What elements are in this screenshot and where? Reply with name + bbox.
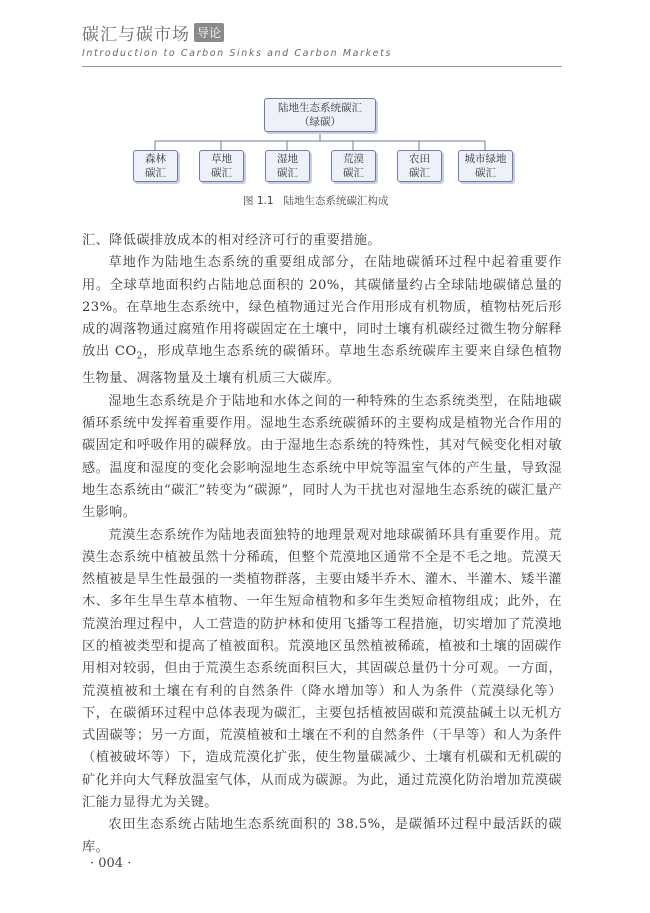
node-label-line2: 碳汇 — [409, 167, 430, 179]
node-label-line1: 湿地 — [277, 153, 298, 165]
node-label-line1: 城市绿地 — [464, 153, 507, 165]
node-label-line2: 碳汇 — [343, 167, 364, 179]
co2-subscript: 2 — [136, 352, 143, 363]
paragraph-grassland-part2: ，形成草地生态系统的碳循环。草地生态系统碳库主要来自绿色植物生物量、凋落物量及土壤有机质三大碳库。 — [82, 344, 563, 387]
node-grassland-carbon-sink — [199, 150, 244, 182]
node-label-line2: 碳汇 — [277, 167, 298, 179]
paragraph-grassland-part1: 草地作为陆地生态系统的重要组成部分，在陆地碳循环过程中起着重要作用。全球草地面积约占陆地总面积的 20%，其碳储量约占全球陆地碳储总量的 23%。在草地生态系统中，绿色植物通过光合作用形成有机物质，植物枯死后形成的凋落物通过腐殖作用将碳固定在土壤中，同时土壤有机碳经过微生物分解释放出 CO — [82, 255, 562, 360]
node-forest-carbon-sink — [133, 150, 178, 182]
paragraph-desert: 荒漠生态系统作为陆地表面独特的地理景观对地球碳循环具有重要作用。荒漠生态系统中植被虽然十分稀疏，但整个荒漠地区通常不全是不毛之地。荒漠天然植被是旱生性最强的一类植物群落，主要由矮半乔木、灌木、半灌木、矮半灌木、多年生旱生草本植物、一年生短命植物和多年生类短命植物组成；此外，在荒漠治理过程中，人工营造的防护林和使用飞播等工程措施，切实增加了荒漠地区的植被类型和提高了植被面积。荒漠地区虽然植被稀疏，植被和土壤的固碳作用相对较弱，但由于荒漠生态系统面积巨大，其固碳总量仍十分可观。一方面，荒漠植被和土壤在有利的自然条件（降水增加等）和人为条件（荒漠绿化等）下，在碳循环过程中总体表现为碳汇，主要包括植被固碳和荒漠盐碱土以无机方式固碳等；另一方面，荒漠植被和土壤在不利的自然条件（干旱等）和人为条件（植被破坏等）下，造成荒漠化扩张，使生物量碳减少、土壤有机碳和无机碳的矿化并向大气释放温室气体，从而成为碳源。为此，通过荒漠化防治增加荒漠碳汇能力显得尤为关键。 — [82, 527, 562, 811]
book-title-badge: 导论 — [194, 23, 224, 42]
book-title — [82, 20, 224, 45]
node-label-line2: 碳汇 — [475, 167, 496, 179]
book-title-text: 碳汇与碳市场 — [82, 25, 190, 45]
node-label-line2: 碳汇 — [211, 167, 232, 179]
node-label-line1: 森林 — [145, 153, 166, 165]
body-text — [82, 230, 562, 859]
figure-number: 图 1.1 — [243, 195, 274, 207]
node-root-line2: （绿碳） — [299, 116, 341, 128]
node-label-line1: 农田 — [409, 153, 430, 165]
page-number: · 004 · — [90, 856, 132, 871]
node-farmland-carbon-sink — [397, 150, 442, 182]
node-label-line1: 草地 — [211, 153, 232, 165]
node-urban-green-carbon-sink — [458, 150, 513, 182]
book-subtitle: Introduction to Carbon Sinks and Carbon Markets — [82, 48, 392, 59]
node-terrestrial-carbon-sink — [264, 98, 376, 132]
figure-caption-text: 陆地生态系统碳汇构成 — [283, 195, 389, 207]
paragraph-wetland: 湿地生态系统是介于陆地和水体之间的一种特殊的生态系统类型，在陆地碳循环系统中发挥着重要作用。湿地生态系统碳循环的主要构成是植物光合作用的碳固定和呼吸作用的碳释放。由于湿地生态系统的特殊性，其对气候变化相对敏感。温度和湿度的变化会影响湿地生态系统中甲烷等温室气体的产生量，导致湿地生态系统由“碳汇”转变为“碳源”，同时人为干扰也对湿地生态系统的碳汇量产生影响。 — [82, 393, 562, 521]
paragraph-grassland — [82, 252, 562, 390]
header-divider — [82, 66, 562, 67]
node-label-line1: 荒漠 — [343, 153, 364, 165]
node-label-line2: 碳汇 — [145, 167, 166, 179]
paragraph-farmland: 农田生态系统占陆地生态系统面积的 38.5%，是碳循环过程中最活跃的碳库。 — [82, 817, 562, 855]
node-root-line1: 陆地生态系统碳汇 — [278, 102, 362, 114]
node-wetland-carbon-sink — [265, 150, 310, 182]
node-desert-carbon-sink — [331, 150, 376, 182]
paragraph-continuation: 汇、降低碳排放成本的相对经济可行的重要措施。 — [82, 233, 381, 248]
figure-caption — [243, 193, 399, 208]
